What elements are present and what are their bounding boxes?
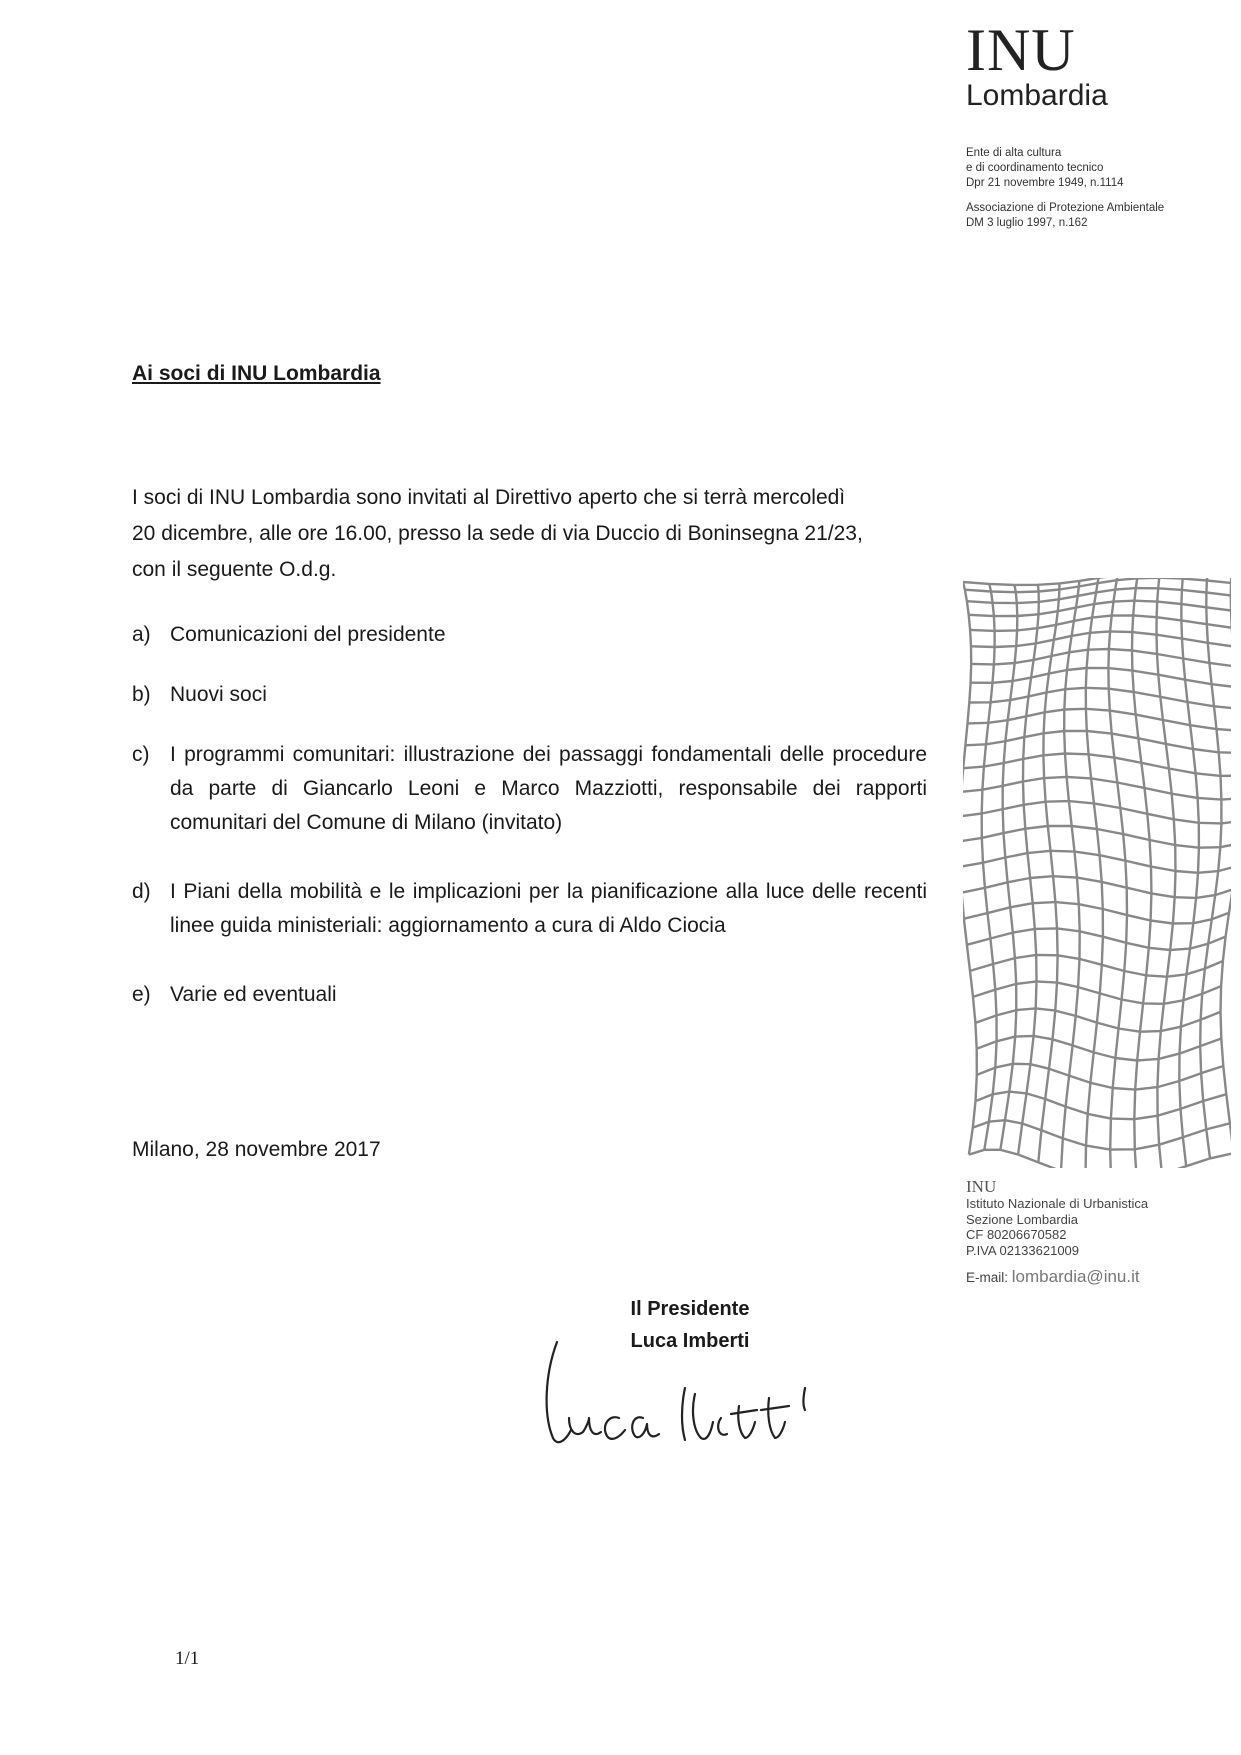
net-line	[1086, 578, 1103, 1168]
agenda-item-text: Nuovi soci	[170, 683, 267, 706]
logo-region-text: Lombardia	[966, 79, 1108, 112]
net-line	[1038, 583, 1059, 1162]
net-line	[971, 649, 1231, 666]
agenda-item-b	[132, 678, 927, 712]
salutation-heading: Ai soci di INU Lombardia	[132, 362, 381, 385]
net-line	[982, 584, 997, 1150]
net-line	[969, 1150, 1231, 1168]
footer-line: CF 80206670582	[966, 1227, 1067, 1242]
net-line	[967, 588, 1231, 603]
agenda-list	[132, 618, 927, 1012]
place-date: Milano, 28 novembre 2017	[132, 1138, 381, 1161]
letterhead-info	[966, 146, 1164, 231]
info-line: e di coordinamento tecnico	[966, 162, 1104, 174]
intro-paragraph	[132, 480, 927, 588]
info-line: Dpr 21 novembre 1949, n.1114	[966, 177, 1124, 189]
agenda-item-d	[132, 875, 927, 943]
intro-line: 20 dicembre, alle ore 16.00, presso la sede di via Duccio di Boninsegna 21/23,	[132, 522, 863, 545]
logo-main-text: INU	[966, 17, 1076, 83]
inu-logo	[966, 17, 1108, 112]
net-line	[971, 668, 1231, 687]
agenda-item-c	[132, 738, 927, 840]
email-link[interactable]: lombardia@inu.it	[1011, 1267, 1140, 1286]
signatory-name: Luca Imberti	[630, 1330, 750, 1352]
net-line	[963, 582, 977, 1155]
net-line	[970, 615, 1231, 631]
agenda-item-label: e)	[132, 983, 151, 1006]
agenda-item-text: Comunicazioni del presidente	[170, 623, 446, 646]
net-line	[973, 1120, 1230, 1149]
net-line	[1157, 578, 1176, 1168]
agenda-item-label: a)	[132, 623, 151, 646]
email-label: E-mail:	[966, 1270, 1009, 1285]
net-line	[976, 1092, 1227, 1120]
intro-line: con il seguente O.d.g.	[132, 558, 337, 581]
footer-contact-info	[966, 1178, 1148, 1286]
net-line	[963, 851, 1231, 873]
agenda-item-a	[132, 618, 927, 652]
handwritten-signature	[535, 1334, 825, 1459]
email-row	[966, 1269, 1148, 1286]
info-line: DM 3 luglio 1997, n.162	[966, 217, 1088, 229]
net-line	[1108, 578, 1127, 1168]
footer-line: Istituto Nazionale di Urbanistica	[966, 1196, 1149, 1211]
net-line	[977, 1064, 1224, 1090]
net-pattern-graphic	[963, 578, 1231, 1173]
page-number: 1/1	[175, 1648, 200, 1669]
info-line: Associazione di Protezione Ambientale	[966, 202, 1165, 214]
net-line	[963, 876, 1231, 898]
agenda-item-label: c)	[132, 743, 150, 766]
net-line	[967, 928, 1226, 950]
agenda-item-text: I programmi comunitari: illustrazione dei passaggi fondamentali delle procedure da parte di Giancarlo Leoni e Marco Mazziotti, responsabile dei rapporti comunitari del Comune di Milano (invitato)	[170, 743, 927, 834]
agenda-item-e	[132, 978, 927, 1012]
footer-line: P.IVA 02133621009	[966, 1242, 1080, 1258]
net-line	[970, 955, 1223, 977]
intro-line: I soci di INU Lombardia sono invitati al Direttivo aperto che si terrà mercoledì	[132, 486, 846, 509]
signatory-role: Il Presidente	[630, 1298, 750, 1320]
net-line	[1018, 585, 1039, 1155]
agenda-item-label: b)	[132, 683, 151, 706]
net-line	[964, 902, 1229, 923]
agenda-item-label: d)	[132, 880, 151, 903]
footer-line: Sezione Lombardia	[966, 1211, 1079, 1227]
info-line: Ente di alta cultura	[966, 147, 1062, 159]
agenda-item-text: I Piani della mobilità e le implicazioni per la pianificazione alla luce delle recenti linee guida ministeriali: aggiornamento a cura di Aldo Ciocia	[170, 880, 927, 937]
net-line	[1132, 578, 1151, 1168]
net-line	[971, 631, 1231, 647]
footer-brand: INU	[966, 1177, 997, 1196]
agenda-item-text: Varie ed eventuali	[170, 983, 337, 1006]
